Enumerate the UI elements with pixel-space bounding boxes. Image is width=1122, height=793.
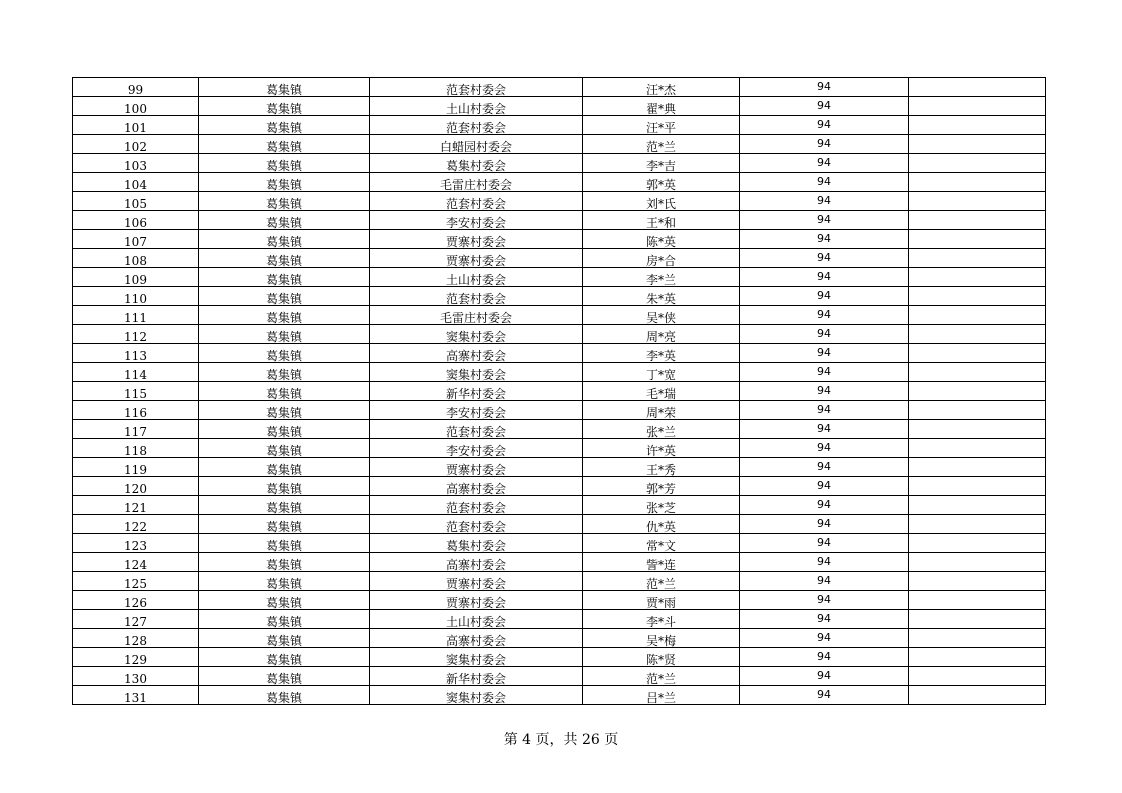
cell-person-name: 周*荣 xyxy=(583,401,740,420)
cell-score: 94 xyxy=(740,287,909,306)
table-row xyxy=(73,667,1046,686)
cell-person-name: 范*兰 xyxy=(583,135,740,154)
cell-person-name: 李*斗 xyxy=(583,610,740,629)
table-row xyxy=(73,648,1046,667)
cell-person-name: 周*亮 xyxy=(583,325,740,344)
cell-village: 高寨村委会 xyxy=(370,553,583,572)
table-row xyxy=(73,344,1046,363)
cell-serial-number: 119 xyxy=(73,458,199,477)
table-row xyxy=(73,249,1046,268)
cell-person-name: 吕*兰 xyxy=(583,686,740,705)
cell-person-name: 汪*平 xyxy=(583,116,740,135)
cell-town: 葛集镇 xyxy=(199,686,370,705)
cell-village: 高寨村委会 xyxy=(370,477,583,496)
cell-score: 94 xyxy=(740,534,909,553)
cell-town: 葛集镇 xyxy=(199,420,370,439)
cell-serial-number: 99 xyxy=(73,78,199,97)
cell-score: 94 xyxy=(740,553,909,572)
cell-town: 葛集镇 xyxy=(199,154,370,173)
cell-town: 葛集镇 xyxy=(199,249,370,268)
cell-note xyxy=(909,420,1046,439)
table-row xyxy=(73,135,1046,154)
cell-note xyxy=(909,534,1046,553)
cell-note xyxy=(909,553,1046,572)
cell-serial-number: 126 xyxy=(73,591,199,610)
cell-village: 窦集村委会 xyxy=(370,363,583,382)
cell-person-name: 张*兰 xyxy=(583,420,740,439)
cell-serial-number: 123 xyxy=(73,534,199,553)
cell-village: 高寨村委会 xyxy=(370,629,583,648)
cell-note xyxy=(909,173,1046,192)
data-table xyxy=(72,77,1046,705)
cell-town: 葛集镇 xyxy=(199,401,370,420)
cell-note xyxy=(909,154,1046,173)
cell-town: 葛集镇 xyxy=(199,591,370,610)
cell-note xyxy=(909,211,1046,230)
cell-village: 李安村委会 xyxy=(370,439,583,458)
cell-note xyxy=(909,249,1046,268)
cell-person-name: 汪*杰 xyxy=(583,78,740,97)
cell-note xyxy=(909,439,1046,458)
cell-person-name: 李*英 xyxy=(583,344,740,363)
cell-note xyxy=(909,401,1046,420)
cell-score: 94 xyxy=(740,306,909,325)
cell-town: 葛集镇 xyxy=(199,344,370,363)
table-row xyxy=(73,420,1046,439)
table-row xyxy=(73,97,1046,116)
table-row xyxy=(73,287,1046,306)
cell-serial-number: 117 xyxy=(73,420,199,439)
cell-serial-number: 121 xyxy=(73,496,199,515)
cell-village: 范套村委会 xyxy=(370,192,583,211)
cell-serial-number: 127 xyxy=(73,610,199,629)
cell-serial-number: 114 xyxy=(73,363,199,382)
cell-score: 94 xyxy=(740,325,909,344)
cell-note xyxy=(909,97,1046,116)
cell-person-name: 刘*氏 xyxy=(583,192,740,211)
cell-person-name: 张*芝 xyxy=(583,496,740,515)
cell-village: 窦集村委会 xyxy=(370,686,583,705)
cell-village: 范套村委会 xyxy=(370,496,583,515)
table-row xyxy=(73,572,1046,591)
cell-person-name: 仇*英 xyxy=(583,515,740,534)
cell-town: 葛集镇 xyxy=(199,515,370,534)
cell-person-name: 房*合 xyxy=(583,249,740,268)
cell-score: 94 xyxy=(740,572,909,591)
cell-score: 94 xyxy=(740,268,909,287)
cell-note xyxy=(909,344,1046,363)
cell-village: 葛集村委会 xyxy=(370,534,583,553)
table-row xyxy=(73,686,1046,705)
cell-village: 葛集村委会 xyxy=(370,154,583,173)
cell-person-name: 陈*贤 xyxy=(583,648,740,667)
cell-serial-number: 120 xyxy=(73,477,199,496)
cell-score: 94 xyxy=(740,591,909,610)
cell-score: 94 xyxy=(740,648,909,667)
cell-village: 范套村委会 xyxy=(370,287,583,306)
cell-serial-number: 100 xyxy=(73,97,199,116)
cell-town: 葛集镇 xyxy=(199,458,370,477)
cell-note xyxy=(909,686,1046,705)
table-row xyxy=(73,515,1046,534)
cell-village: 范套村委会 xyxy=(370,78,583,97)
table-row xyxy=(73,154,1046,173)
table-row xyxy=(73,230,1046,249)
cell-person-name: 范*兰 xyxy=(583,667,740,686)
cell-person-name: 许*英 xyxy=(583,439,740,458)
cell-village: 高寨村委会 xyxy=(370,344,583,363)
cell-score: 94 xyxy=(740,515,909,534)
cell-town: 葛集镇 xyxy=(199,553,370,572)
cell-note xyxy=(909,306,1046,325)
cell-serial-number: 107 xyxy=(73,230,199,249)
table-row xyxy=(73,325,1046,344)
cell-note xyxy=(909,572,1046,591)
cell-serial-number: 103 xyxy=(73,154,199,173)
cell-town: 葛集镇 xyxy=(199,211,370,230)
cell-town: 葛集镇 xyxy=(199,572,370,591)
cell-serial-number: 102 xyxy=(73,135,199,154)
cell-score: 94 xyxy=(740,477,909,496)
cell-town: 葛集镇 xyxy=(199,135,370,154)
cell-person-name: 李*兰 xyxy=(583,268,740,287)
table-row xyxy=(73,439,1046,458)
cell-score: 94 xyxy=(740,667,909,686)
cell-person-name: 范*兰 xyxy=(583,572,740,591)
cell-score: 94 xyxy=(740,458,909,477)
cell-note xyxy=(909,648,1046,667)
cell-village: 范套村委会 xyxy=(370,515,583,534)
cell-village: 贾寨村委会 xyxy=(370,249,583,268)
cell-person-name: 郭*英 xyxy=(583,173,740,192)
cell-serial-number: 129 xyxy=(73,648,199,667)
cell-town: 葛集镇 xyxy=(199,306,370,325)
cell-village: 土山村委会 xyxy=(370,610,583,629)
cell-score: 94 xyxy=(740,439,909,458)
cell-town: 葛集镇 xyxy=(199,610,370,629)
cell-person-name: 丁*宽 xyxy=(583,363,740,382)
cell-note xyxy=(909,610,1046,629)
cell-serial-number: 118 xyxy=(73,439,199,458)
table-row xyxy=(73,534,1046,553)
cell-note xyxy=(909,325,1046,344)
cell-note xyxy=(909,287,1046,306)
cell-serial-number: 108 xyxy=(73,249,199,268)
cell-person-name: 王*秀 xyxy=(583,458,740,477)
table-row xyxy=(73,78,1046,97)
cell-village: 毛雷庄村委会 xyxy=(370,173,583,192)
cell-town: 葛集镇 xyxy=(199,648,370,667)
cell-person-name: 郭*芳 xyxy=(583,477,740,496)
cell-village: 土山村委会 xyxy=(370,97,583,116)
cell-village: 新华村委会 xyxy=(370,382,583,401)
table-row xyxy=(73,591,1046,610)
cell-town: 葛集镇 xyxy=(199,287,370,306)
cell-serial-number: 128 xyxy=(73,629,199,648)
cell-person-name: 贾*雨 xyxy=(583,591,740,610)
cell-score: 94 xyxy=(740,173,909,192)
cell-score: 94 xyxy=(740,78,909,97)
cell-note xyxy=(909,477,1046,496)
table-row xyxy=(73,553,1046,572)
cell-note xyxy=(909,496,1046,515)
cell-serial-number: 113 xyxy=(73,344,199,363)
table-row xyxy=(73,268,1046,287)
cell-village: 窦集村委会 xyxy=(370,648,583,667)
cell-note xyxy=(909,667,1046,686)
cell-village: 贾寨村委会 xyxy=(370,591,583,610)
cell-score: 94 xyxy=(740,97,909,116)
cell-score: 94 xyxy=(740,629,909,648)
cell-serial-number: 109 xyxy=(73,268,199,287)
table-row xyxy=(73,382,1046,401)
cell-note xyxy=(909,192,1046,211)
cell-town: 葛集镇 xyxy=(199,173,370,192)
cell-serial-number: 115 xyxy=(73,382,199,401)
cell-note xyxy=(909,135,1046,154)
cell-serial-number: 110 xyxy=(73,287,199,306)
cell-village: 毛雷庄村委会 xyxy=(370,306,583,325)
cell-town: 葛集镇 xyxy=(199,97,370,116)
cell-town: 葛集镇 xyxy=(199,78,370,97)
cell-village: 贾寨村委会 xyxy=(370,230,583,249)
cell-person-name: 陈*英 xyxy=(583,230,740,249)
cell-serial-number: 111 xyxy=(73,306,199,325)
cell-town: 葛集镇 xyxy=(199,382,370,401)
cell-score: 94 xyxy=(740,344,909,363)
cell-village: 范套村委会 xyxy=(370,420,583,439)
cell-village: 窦集村委会 xyxy=(370,325,583,344)
table-row xyxy=(73,211,1046,230)
table-row xyxy=(73,192,1046,211)
table-row xyxy=(73,629,1046,648)
cell-town: 葛集镇 xyxy=(199,439,370,458)
cell-serial-number: 116 xyxy=(73,401,199,420)
table-row xyxy=(73,496,1046,515)
cell-village: 范套村委会 xyxy=(370,116,583,135)
cell-serial-number: 130 xyxy=(73,667,199,686)
table-row xyxy=(73,458,1046,477)
cell-note xyxy=(909,116,1046,135)
cell-person-name: 毛*瑞 xyxy=(583,382,740,401)
cell-town: 葛集镇 xyxy=(199,363,370,382)
cell-town: 葛集镇 xyxy=(199,477,370,496)
cell-town: 葛集镇 xyxy=(199,192,370,211)
cell-serial-number: 106 xyxy=(73,211,199,230)
cell-score: 94 xyxy=(740,401,909,420)
cell-serial-number: 104 xyxy=(73,173,199,192)
cell-town: 葛集镇 xyxy=(199,667,370,686)
cell-serial-number: 131 xyxy=(73,686,199,705)
cell-serial-number: 105 xyxy=(73,192,199,211)
cell-score: 94 xyxy=(740,610,909,629)
cell-village: 新华村委会 xyxy=(370,667,583,686)
cell-person-name: 李*吉 xyxy=(583,154,740,173)
cell-score: 94 xyxy=(740,382,909,401)
cell-note xyxy=(909,515,1046,534)
cell-village: 贾寨村委会 xyxy=(370,458,583,477)
cell-person-name: 吴*梅 xyxy=(583,629,740,648)
cell-town: 葛集镇 xyxy=(199,268,370,287)
table-row xyxy=(73,306,1046,325)
cell-village: 李安村委会 xyxy=(370,211,583,230)
cell-person-name: 常*文 xyxy=(583,534,740,553)
cell-town: 葛集镇 xyxy=(199,116,370,135)
cell-score: 94 xyxy=(740,116,909,135)
cell-note xyxy=(909,363,1046,382)
cell-town: 葛集镇 xyxy=(199,629,370,648)
cell-note xyxy=(909,78,1046,97)
cell-village: 贾寨村委会 xyxy=(370,572,583,591)
table-row xyxy=(73,610,1046,629)
cell-score: 94 xyxy=(740,230,909,249)
cell-score: 94 xyxy=(740,192,909,211)
table-body xyxy=(73,78,1046,705)
cell-person-name: 王*和 xyxy=(583,211,740,230)
cell-score: 94 xyxy=(740,135,909,154)
cell-town: 葛集镇 xyxy=(199,496,370,515)
cell-serial-number: 101 xyxy=(73,116,199,135)
cell-note xyxy=(909,591,1046,610)
cell-serial-number: 124 xyxy=(73,553,199,572)
cell-score: 94 xyxy=(740,154,909,173)
cell-village: 白蜡园村委会 xyxy=(370,135,583,154)
cell-score: 94 xyxy=(740,686,909,705)
cell-village: 土山村委会 xyxy=(370,268,583,287)
cell-town: 葛集镇 xyxy=(199,325,370,344)
cell-serial-number: 112 xyxy=(73,325,199,344)
cell-serial-number: 122 xyxy=(73,515,199,534)
table-row xyxy=(73,401,1046,420)
table-row xyxy=(73,173,1046,192)
cell-person-name: 吴*侠 xyxy=(583,306,740,325)
cell-village: 李安村委会 xyxy=(370,401,583,420)
cell-person-name: 翟*典 xyxy=(583,97,740,116)
cell-score: 94 xyxy=(740,496,909,515)
table-row xyxy=(73,116,1046,135)
cell-note xyxy=(909,629,1046,648)
cell-score: 94 xyxy=(740,420,909,439)
cell-note xyxy=(909,268,1046,287)
cell-serial-number: 125 xyxy=(73,572,199,591)
cell-town: 葛集镇 xyxy=(199,534,370,553)
cell-score: 94 xyxy=(740,249,909,268)
cell-person-name: 朱*英 xyxy=(583,287,740,306)
page-footer: 第 4 页，共 26 页 xyxy=(503,732,619,748)
cell-score: 94 xyxy=(740,211,909,230)
table-row xyxy=(73,363,1046,382)
cell-score: 94 xyxy=(740,363,909,382)
cell-note xyxy=(909,382,1046,401)
cell-note xyxy=(909,230,1046,249)
cell-note xyxy=(909,458,1046,477)
cell-person-name: 訾*连 xyxy=(583,553,740,572)
table-row xyxy=(73,477,1046,496)
cell-town: 葛集镇 xyxy=(199,230,370,249)
